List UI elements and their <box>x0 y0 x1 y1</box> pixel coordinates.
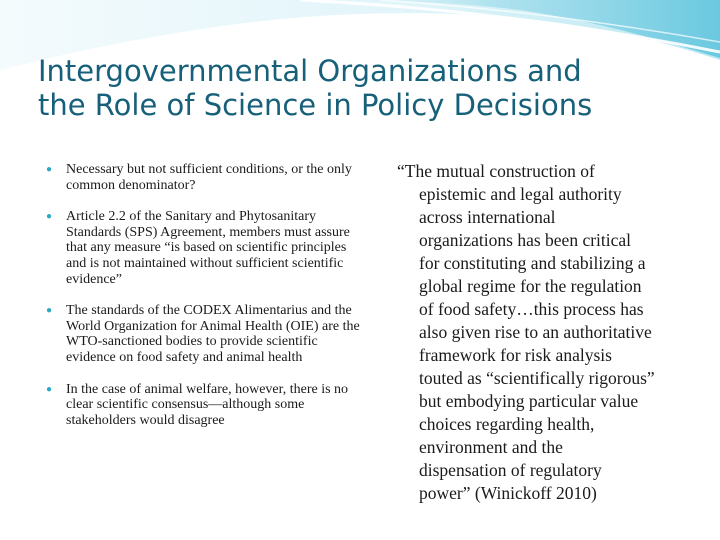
quote-line: also given rise to an authoritative <box>419 322 652 342</box>
quote-line: but embodying particular value <box>419 391 639 411</box>
list-item <box>46 162 360 193</box>
quote-line: power” (Winickoff 2010) <box>419 483 597 503</box>
quote-line: environment and the <box>419 437 563 457</box>
bullet-icon: ● <box>46 164 53 175</box>
quote-line: organizations has been critical <box>419 230 632 250</box>
quote-line: touted as “scientifically rigorous” <box>419 368 655 388</box>
quote-line: across international <box>419 207 556 227</box>
bullet-text: Necessary but not sufficient conditions, or the only common denominator? <box>66 162 352 193</box>
quote-line: for constituting and stabilizing a <box>419 253 646 273</box>
quote-line: framework for risk analysis <box>419 345 612 365</box>
bullet-icon: ● <box>46 383 53 395</box>
list-item <box>46 303 360 365</box>
quote-line: epistemic and legal authority <box>419 184 622 204</box>
bullet-list <box>46 162 360 444</box>
bullet-icon: ● <box>46 305 53 317</box>
list-item <box>46 382 360 429</box>
bullet-icon: ● <box>46 211 53 223</box>
slide-title <box>38 54 698 122</box>
title-line: the Role of Science in Policy Decisions <box>38 88 593 122</box>
quote-line: “The mutual construction of <box>397 161 595 181</box>
bullet-text: The standards of the CODEX Alimentarius and the World Organization for Animal Health (OIE) are the WTO-sanctioned bodies to provide scientific evidence on food safety and animal health <box>66 303 360 365</box>
title-line: Intergovernmental Organizations and <box>38 54 582 88</box>
bullet-text: In the case of animal welfare, however, there is no clear scientific consensus—although some stakeholders would disagree <box>66 381 349 428</box>
list-item <box>46 209 360 287</box>
quote-line: of food safety…this process has <box>419 299 644 319</box>
quote-line: dispensation of regulatory <box>419 460 602 480</box>
quote-block <box>397 160 697 505</box>
quote-line: choices regarding health, <box>419 414 595 434</box>
quote-line: global regime for the regulation <box>419 276 642 296</box>
bullet-text: Article 2.2 of the Sanitary and Phytosanitary Standards (SPS) Agreement, members must assure that any measure “is based on scientific principles and is not maintained without sufficient scientific evidence” <box>66 209 350 287</box>
